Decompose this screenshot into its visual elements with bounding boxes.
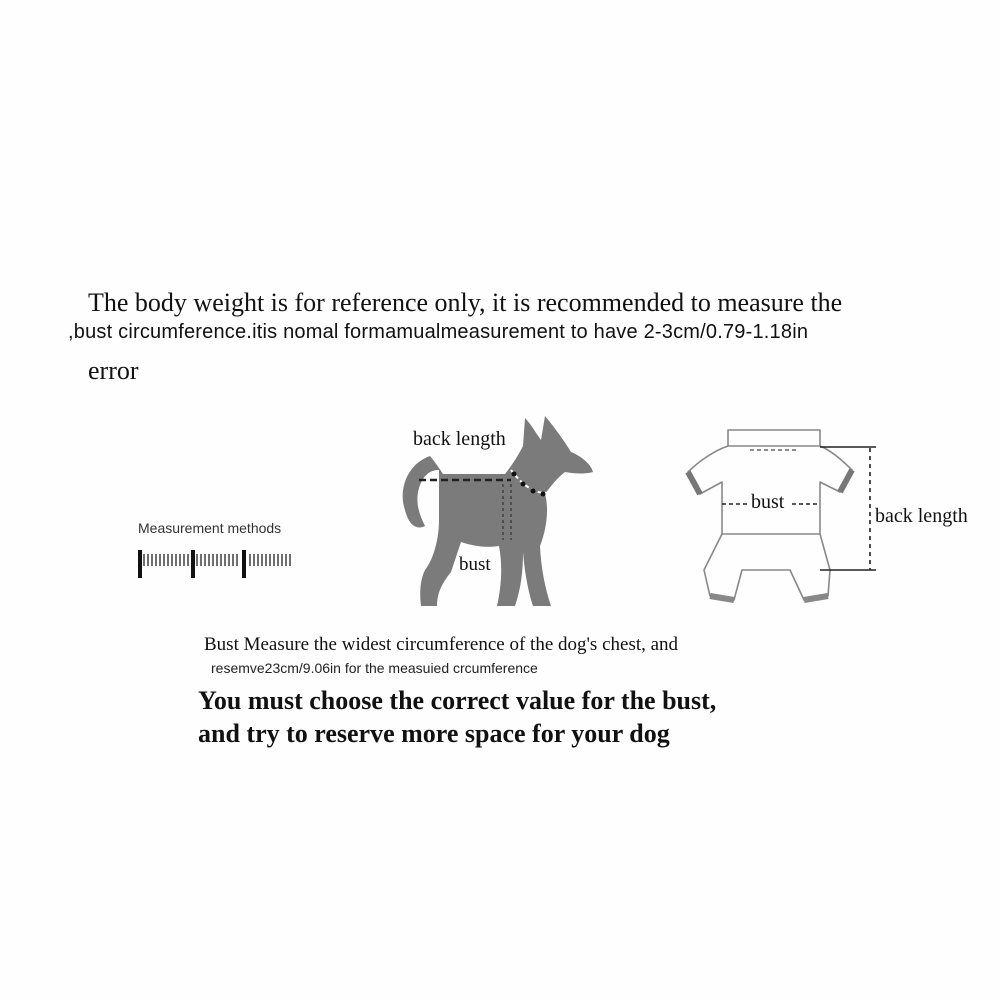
garment-back-length-label: back length <box>875 505 968 527</box>
garment-bust-label: bust <box>751 491 785 513</box>
bust-description-line-1: Bust Measure the widest circumference of the dog's chest, and <box>204 634 679 655</box>
dog-back-length-label: back length <box>413 428 506 450</box>
tape-ruler-icon <box>134 544 296 580</box>
dog-jumpsuit-icon <box>680 420 880 610</box>
bust-description-line-2: resemve23cm/9.06in for the measuied crcumference <box>211 660 538 676</box>
intro-text-line-2: ,bust circumference.itis nomal formamualmeasurement to have 2-3cm/0.79-1.18in <box>68 321 809 343</box>
intro-text-line-1: The body weight is for reference only, it is recommended to measure the <box>88 288 843 317</box>
warning-text-line-1: You must choose the correct value for the bust, <box>198 686 717 715</box>
dog-bust-label: bust <box>459 554 491 575</box>
warning-text-line-2: and try to reserve more space for your dog <box>198 719 670 748</box>
measurement-methods-title: Measurement methods <box>138 520 282 536</box>
intro-text-line-3: error <box>88 356 139 385</box>
